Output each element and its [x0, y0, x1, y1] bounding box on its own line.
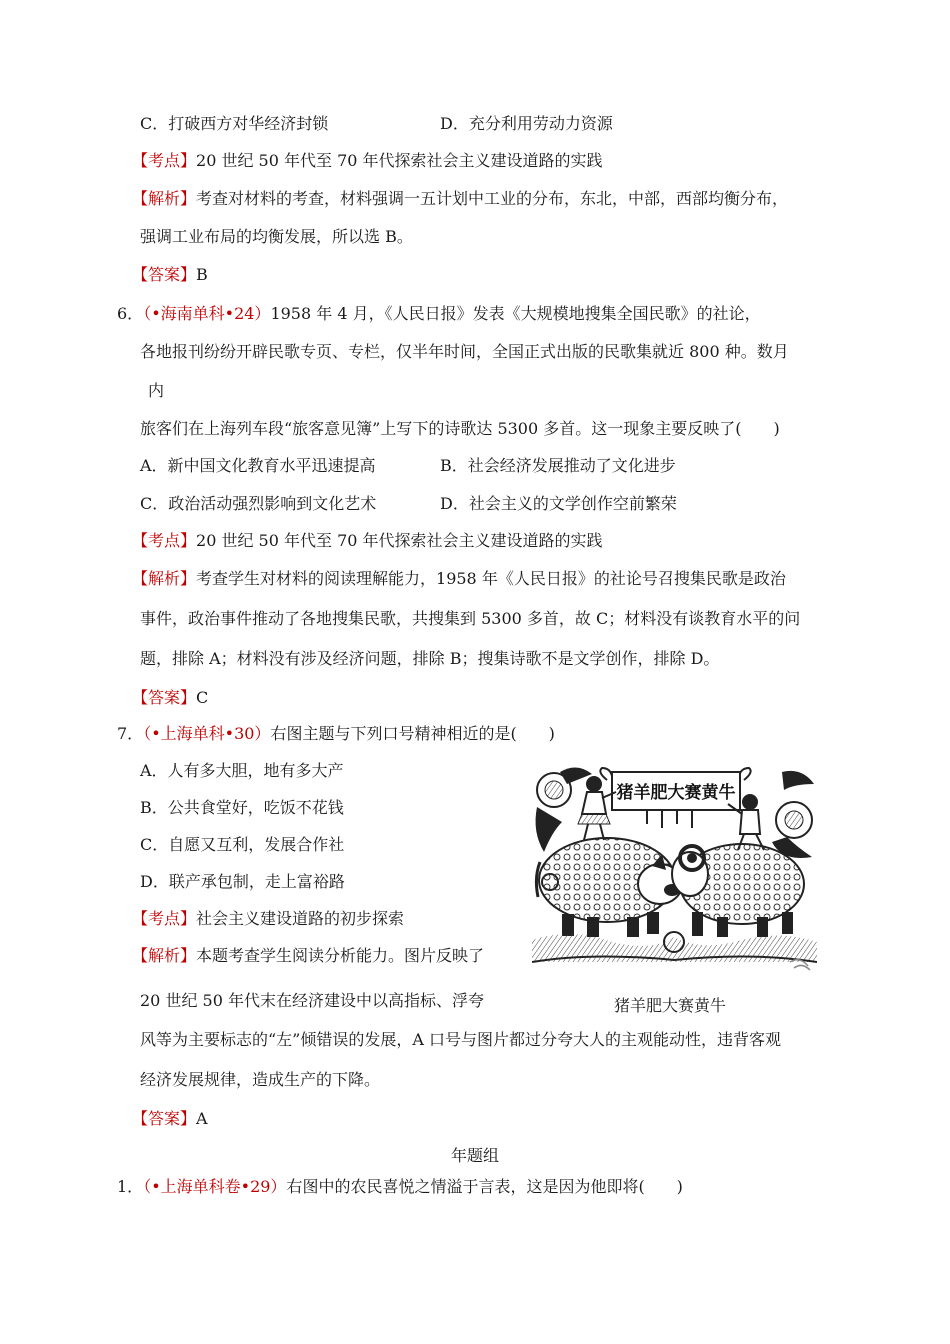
q7-kaodian — [132, 909, 404, 929]
woodcut-image — [532, 762, 817, 977]
kaodian-tag: 【考点】 — [132, 909, 197, 928]
answer-tag: 【答案】 — [132, 1109, 197, 1128]
banner-text: 猪羊肥大赛黄牛 — [616, 783, 736, 803]
question-number: 1． — [117, 1177, 144, 1196]
q7-jiexi — [132, 946, 484, 966]
banner — [600, 768, 750, 828]
q1-stem — [117, 1177, 683, 1197]
q6-answer — [132, 688, 208, 708]
propaganda-illustration — [532, 762, 817, 977]
q6-jiexi-line2: 事件，政治事件推动了各地搜集民歌，共搜集到 5300 多首，故 C；材料没有谈教育水平的问 — [140, 609, 801, 628]
jiexi-tag: 【解析】 — [132, 189, 197, 208]
q5-jiexi-cont: 强调工业布局的均衡发展，所以选 B。 — [140, 227, 413, 246]
q5-option-c: C．打破西方对华经济封锁 — [140, 114, 329, 133]
q5-kaodian — [132, 151, 603, 171]
q5-option-d: D．充分利用劳动力资源 — [440, 114, 613, 133]
q6-stem-line3: 内 — [148, 381, 165, 400]
question-text: 右图中的农民喜悦之情溢于言表，这是因为他即将( ) — [286, 1177, 683, 1196]
ram — [672, 844, 804, 937]
q6-stem — [117, 304, 761, 324]
q6-stem-line2: 各地报刊纷纷开辟民歌专页、专栏，仅半年时间，全国正式出版的民歌集就近 800 种。数月 — [140, 342, 789, 361]
jiexi-text: 考查学生对材料的阅读理解能力，1958 年《人民日报》的社论号召搜集民歌是政治 — [196, 569, 786, 588]
q6-kaodian — [132, 531, 603, 551]
q6-jiexi — [132, 569, 786, 589]
q7-option-c: C．自愿又互利，发展合作社 — [140, 835, 345, 854]
jiexi-text: 考查对材料的考查，材料强调一五计划中工业的分布，东北，中部，西部均衡分布， — [196, 189, 789, 208]
q6-option-c: C．政治活动强烈影响到文化艺术 — [140, 494, 377, 513]
q6-option-b: B．社会经济发展推动了文化进步 — [440, 456, 676, 475]
section-heading: 年题组 — [450, 1146, 499, 1165]
q6-jiexi-line3: 题，排除 A；材料没有涉及经济问题，排除 B；搜集诗歌不是文学创作，排除 D。 — [140, 649, 720, 668]
q7-jiexi-line3: 风等为主要标志的“左”倾错误的发展，A 口号与图片都过分夸大人的主观能动性，违背客观 — [140, 1030, 782, 1049]
q6-option-a: A．新中国文化教育水平迅速提高 — [140, 456, 376, 475]
q7-option-d: D．联产承包制，走上富裕路 — [140, 872, 345, 891]
question-source: （•上海单科卷•29） — [143, 1177, 287, 1196]
q5-jiexi — [132, 189, 788, 209]
kaodian-text: 社会主义建设道路的初步探索 — [196, 909, 405, 928]
figure-caption: 猪羊肥大赛黄牛 — [614, 996, 727, 1015]
question-number: 6． — [117, 304, 144, 323]
q7-option-b: B．公共食堂好，吃饭不花钱 — [140, 798, 344, 817]
jiexi-text: 本题考查学生阅读分析能力。图片反映了 — [196, 946, 485, 965]
q7-stem — [117, 724, 555, 744]
answer-tag: 【答案】 — [132, 265, 197, 284]
question-number: 7． — [117, 724, 144, 743]
answer-tag: 【答案】 — [132, 688, 197, 707]
q7-jiexi-line4: 经济发展规律，造成生产的下降。 — [140, 1070, 381, 1089]
kaodian-text: 20 世纪 50 年代至 70 年代探索社会主义建设道路的实践 — [196, 531, 603, 550]
child-left — [578, 776, 616, 840]
ground-foliage — [532, 932, 817, 970]
question-source: （•上海单科•30） — [143, 724, 271, 743]
q7-option-a: A．人有多大胆，地有多大产 — [140, 761, 344, 780]
kaodian-text: 20 世纪 50 年代至 70 年代探索社会主义建设道路的实践 — [196, 151, 603, 170]
q6-stem-line4: 旅客们在上海列车段“旅客意见簿”上写下的诗歌达 5300 多首。这一现象主要反映了( ) — [140, 419, 780, 438]
pig — [539, 838, 682, 937]
kaodian-tag: 【考点】 — [132, 531, 197, 550]
question-text: 1958 年 4 月，《人民日报》发表《大规模地搜集全国民歌》的社论， — [270, 304, 761, 323]
q5-answer — [132, 265, 208, 285]
q7-answer — [132, 1109, 208, 1129]
answer-value: C — [196, 688, 209, 707]
jiexi-tag: 【解析】 — [132, 946, 197, 965]
question-source: （•海南单科•24） — [143, 304, 271, 323]
q6-option-d: D．社会主义的文学创作空前繁荣 — [440, 494, 677, 513]
question-text: 右图主题与下列口号精神相近的是( ) — [270, 724, 555, 743]
answer-value: B — [196, 265, 208, 284]
peony-right — [772, 771, 814, 858]
answer-value: A — [196, 1109, 208, 1128]
jiexi-tag: 【解析】 — [132, 569, 197, 588]
q7-jiexi-line2: 20 世纪 50 年代末在经济建设中以高指标、浮夸 — [140, 991, 484, 1010]
kaodian-tag: 【考点】 — [132, 151, 197, 170]
